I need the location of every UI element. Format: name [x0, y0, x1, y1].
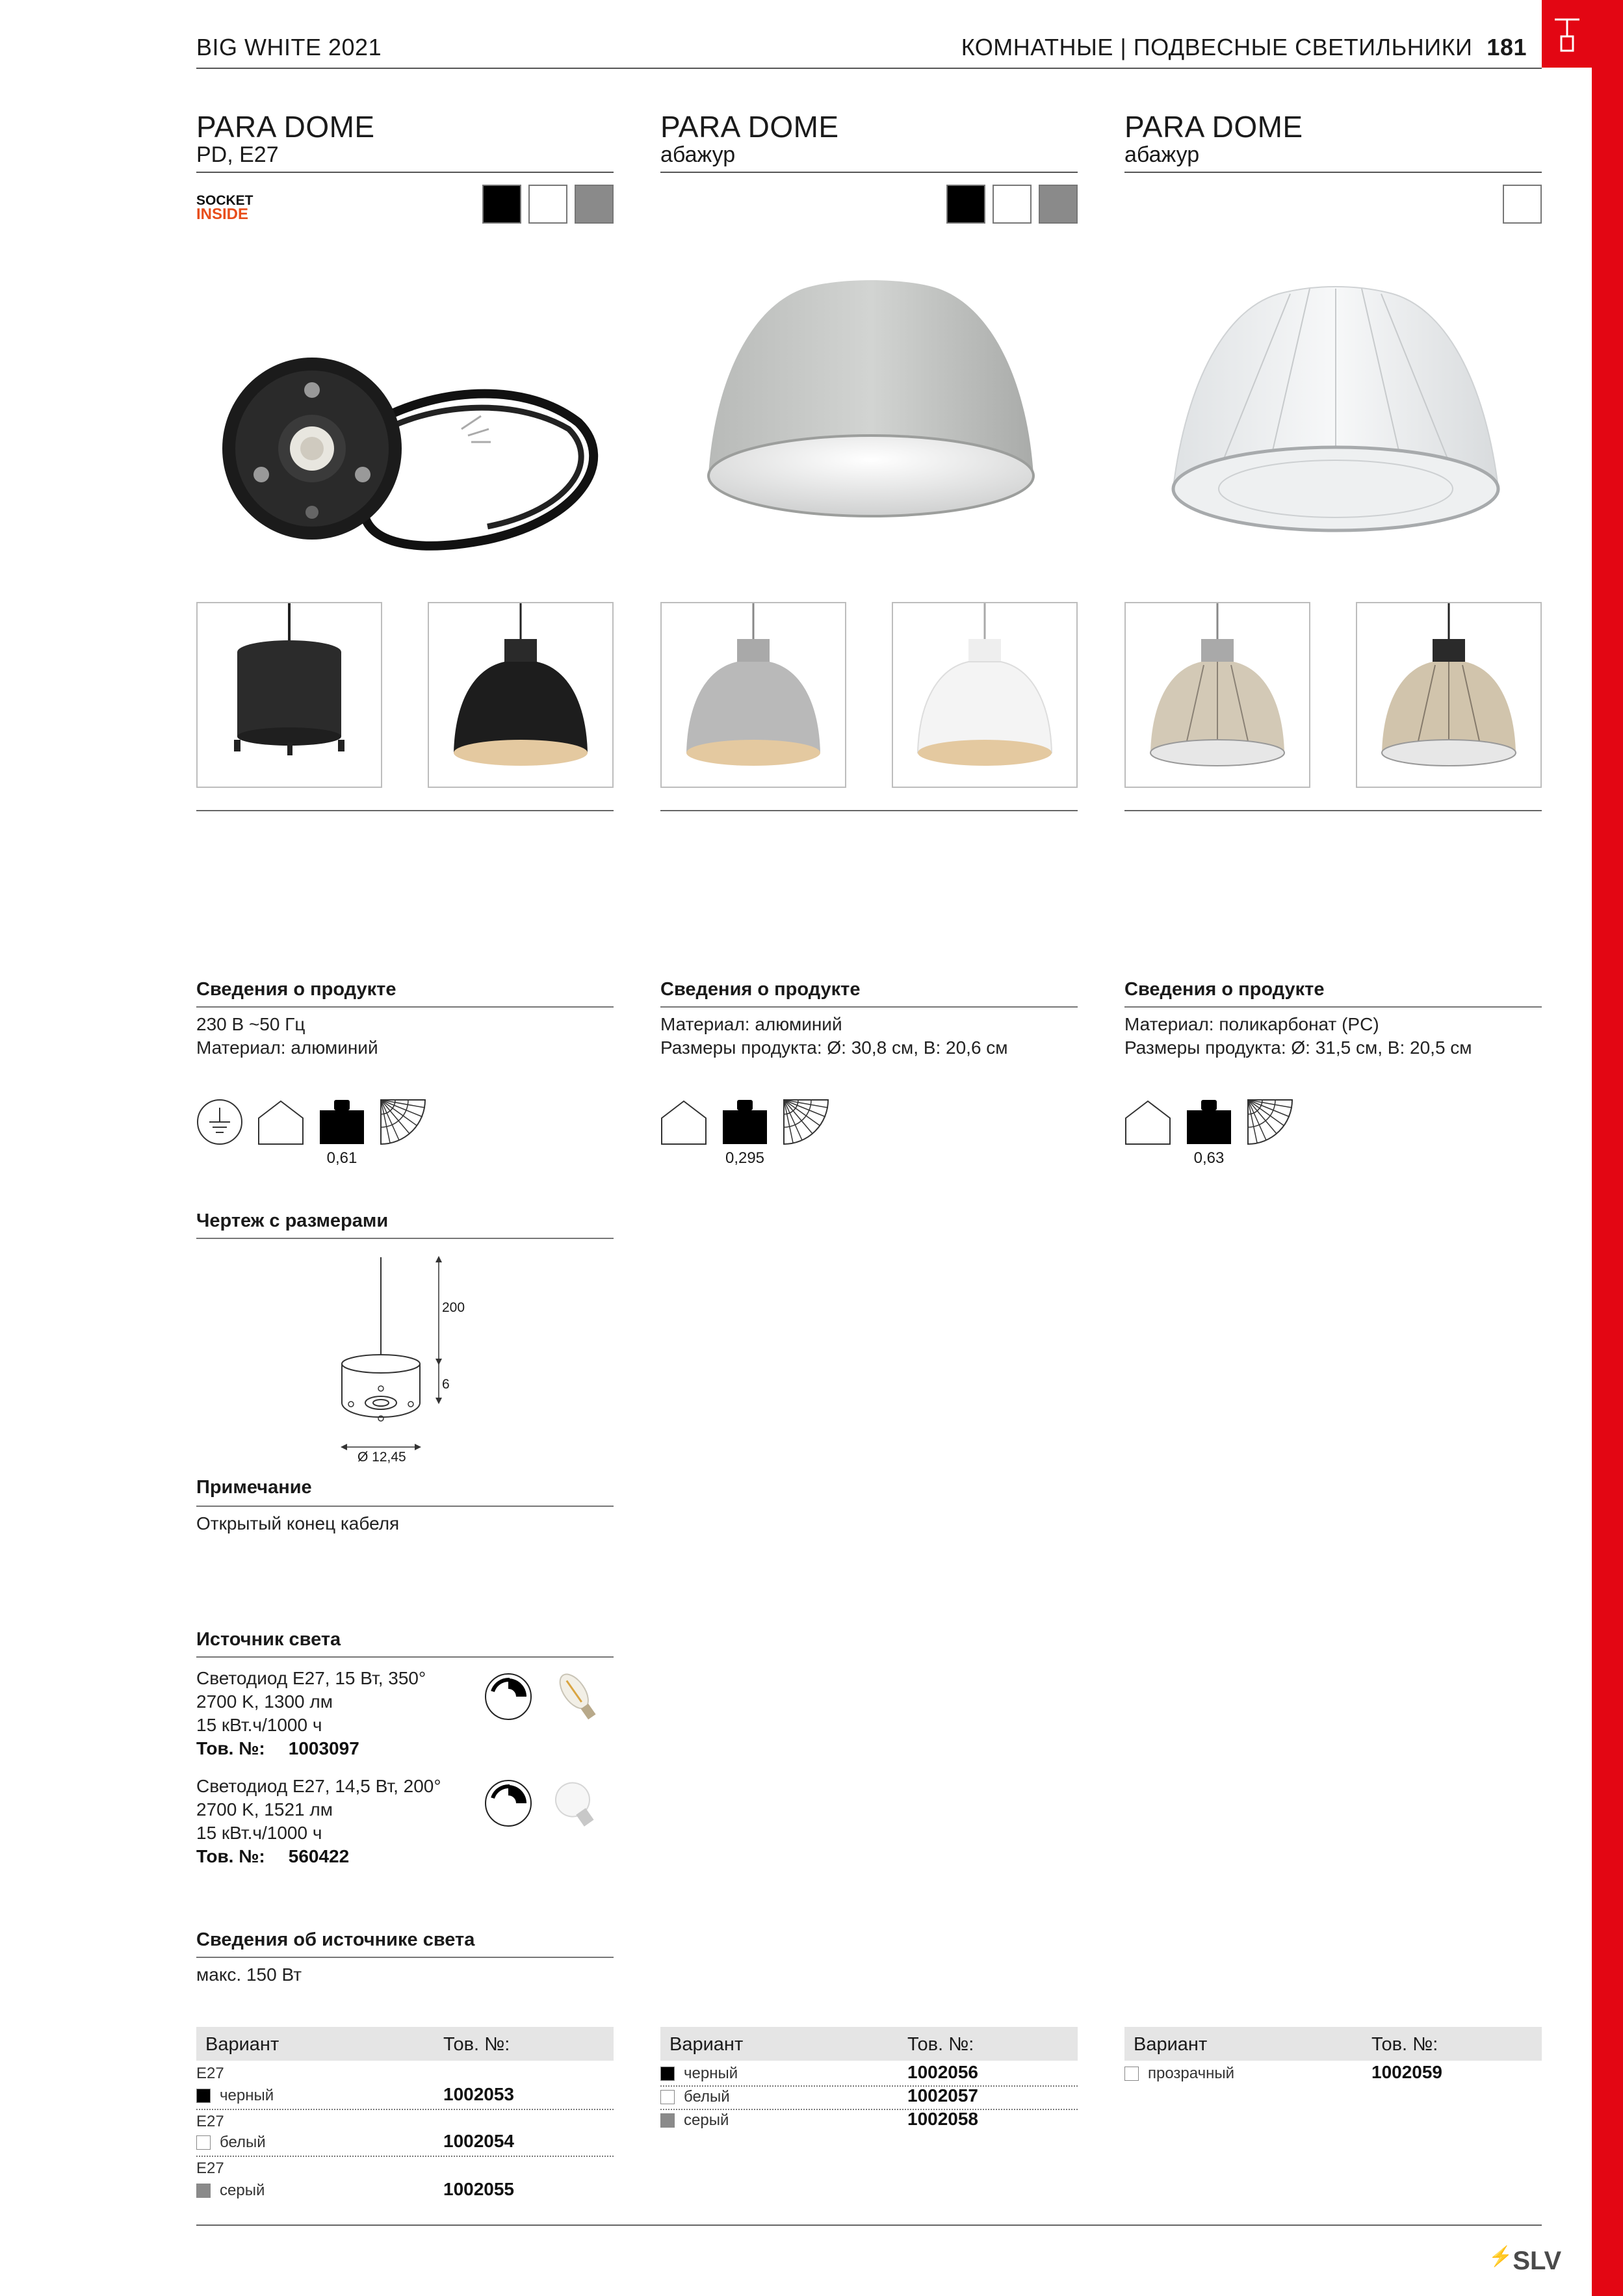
variant-row[interactable]: прозрачный	[1124, 2065, 1234, 2083]
article-number: 1002058	[907, 2109, 979, 2129]
variant-row[interactable]: черный	[196, 2087, 274, 2105]
thumbnail-clear-pendant-grey[interactable]	[1124, 602, 1310, 788]
variant-row[interactable]: белый	[196, 2133, 266, 2152]
product-info-text: Материал: алюминий Размеры продукта: Ø: 30,8 см, В: 20,6 см	[660, 1014, 1008, 1058]
variant-table-header: Вариант Тов. №:	[196, 2027, 614, 2061]
clear-pendant-thumbnail-image	[1126, 603, 1309, 787]
article-number: 1002053	[443, 2084, 515, 2104]
dimmable-icon	[484, 1672, 533, 1721]
footer-divider	[196, 2224, 1542, 2226]
weight-icon	[721, 1099, 768, 1145]
aluminium-shade-image	[702, 273, 1040, 533]
filament-bulb-icon	[542, 1664, 614, 1729]
article-number: 1002056	[907, 2062, 979, 2082]
thumbnail-socket[interactable]	[196, 602, 382, 788]
section-rule	[196, 1506, 614, 1507]
variant-row[interactable]: серый	[660, 2111, 729, 2130]
accent-sidebar	[1592, 0, 1623, 2296]
note-text: Открытый конец кабеля	[196, 1513, 400, 1533]
product-info-text: Материал: поликарбонат (PC) Размеры продукта: Ø: 31,5 см, В: 20,5 см	[1124, 1014, 1472, 1058]
weight-value: 0,295	[725, 1149, 765, 1167]
row-divider	[196, 2109, 614, 2110]
indoor-icon	[660, 1099, 707, 1145]
product-title: PARA DOME	[660, 110, 839, 144]
beam-icon	[380, 1099, 426, 1145]
socket-inside-badge: SOCKET INSIDE	[196, 193, 253, 223]
article-number: 1002057	[907, 2085, 979, 2106]
product-title: PARA DOME	[1124, 110, 1303, 144]
weight-icon	[1186, 1099, 1232, 1145]
light-source-info-title: Сведения об источнике света	[196, 1929, 475, 1950]
section-rule	[196, 1957, 614, 1958]
weight-value: 0,63	[1193, 1149, 1225, 1167]
variant-table-header: Вариант Тов. №:	[660, 2027, 1078, 2061]
article-number: 1002054	[443, 2131, 515, 2151]
indoor-icon	[1124, 1099, 1171, 1145]
product-info-title: Сведения о продукте	[1124, 979, 1325, 1000]
article-number: 1002059	[1371, 2062, 1443, 2082]
product-subtitle: абажур	[1124, 142, 1200, 167]
weight-icon	[318, 1099, 365, 1145]
article-number: 1002055	[443, 2179, 515, 2199]
dimmable-icon	[484, 1779, 533, 1828]
row-divider	[660, 2085, 1078, 2087]
title-divider	[660, 172, 1078, 173]
dimension-height: 6	[442, 1377, 450, 1392]
clear-pendant-black-thumbnail-image	[1357, 603, 1540, 787]
section-divider	[196, 810, 614, 811]
product-1-header	[196, 111, 614, 166]
title-divider	[1124, 172, 1542, 173]
variant-row[interactable]: белый	[660, 2088, 730, 2106]
variant-group: E27	[196, 2065, 224, 2082]
variant-row[interactable]: черный	[660, 2065, 738, 2083]
variant-group: E27	[196, 2113, 224, 2130]
weight-value: 0,61	[326, 1149, 357, 1167]
swatch-white[interactable]	[1503, 185, 1542, 224]
light-source-number: 1003097	[288, 1738, 359, 1758]
row-divider	[196, 2156, 614, 2157]
socket-product-image	[214, 351, 604, 572]
pendant-lamp-icon	[1553, 17, 1581, 56]
thumbnail-white-pendant[interactable]	[892, 602, 1078, 788]
swatch-black[interactable]	[482, 185, 521, 224]
swatch-grey[interactable]	[1039, 185, 1078, 224]
dimension-drawing	[325, 1248, 494, 1469]
product-subtitle: абажур	[660, 142, 736, 167]
swatch-black[interactable]	[946, 185, 985, 224]
note-title: Примечание	[196, 1477, 312, 1498]
section-rule	[660, 1006, 1078, 1008]
page-number: 181	[1487, 34, 1527, 60]
row-divider	[660, 2109, 1078, 2110]
swatch-white[interactable]	[528, 185, 567, 224]
product-info-title: Сведения о продукте	[660, 979, 861, 1000]
thumbnail-grey-pendant[interactable]	[660, 602, 846, 788]
title-divider	[196, 172, 614, 173]
grey-pendant-thumbnail-image	[662, 603, 845, 787]
swatch-grey[interactable]	[575, 185, 614, 224]
polycarbonate-shade-image	[1167, 280, 1505, 553]
light-source-2: Светодиод E27, 14,5 Вт, 200° 2700 K, 1521 лм 15 кВт.ч/1000 ч Тов. №: 560422	[196, 1776, 441, 1866]
header-divider	[196, 68, 1542, 69]
product-2-header	[660, 111, 1078, 166]
section-rule	[196, 1006, 614, 1008]
light-source-info-text: макс. 150 Вт	[196, 1964, 302, 1985]
variant-table-header: Вариант Тов. №:	[1124, 2027, 1542, 2061]
brand-logo: ⚡SLV	[1488, 2246, 1562, 2275]
product-subtitle: PD, E27	[196, 142, 279, 167]
led-bulb-icon	[542, 1775, 614, 1840]
thumbnail-clear-pendant-black[interactable]	[1356, 602, 1542, 788]
product-info-text: 230 В ~50 Гц Материал: алюминий	[196, 1014, 378, 1058]
socket-thumbnail-image	[198, 603, 381, 787]
white-pendant-thumbnail-image	[893, 603, 1076, 787]
section-rule	[1124, 1006, 1542, 1008]
product-info-title: Сведения о продукте	[196, 979, 396, 1000]
product-title: PARA DOME	[196, 110, 375, 144]
category-tab	[1542, 0, 1592, 68]
drawing-title: Чертеж с размерами	[196, 1210, 389, 1231]
light-source-number: 560422	[288, 1846, 350, 1866]
product-3-header	[1124, 111, 1542, 166]
light-source-1: Светодиод E27, 15 Вт, 350° 2700 K, 1300 лм 15 кВт.ч/1000 ч Тов. №: 1003097	[196, 1668, 426, 1758]
section-title: КОМНАТНЫЕ | ПОДВЕСНЫЕ СВЕТИЛЬНИКИ 181	[961, 34, 1527, 60]
black-pendant-thumbnail-image	[429, 603, 612, 787]
light-source-title: Источник света	[196, 1629, 341, 1650]
thumbnail-black-pendant[interactable]	[428, 602, 614, 788]
earth-icon	[196, 1099, 243, 1145]
section-rule	[196, 1656, 614, 1658]
section-divider	[1124, 810, 1542, 811]
variant-row[interactable]: серый	[196, 2182, 265, 2200]
section-divider	[660, 810, 1078, 811]
beam-icon	[783, 1099, 829, 1145]
dimension-cable: 200	[442, 1300, 465, 1315]
swatch-white[interactable]	[993, 185, 1032, 224]
variant-group: E27	[196, 2159, 224, 2177]
dimension-diameter: Ø 12,45	[357, 1450, 406, 1465]
section-rule	[196, 1238, 614, 1239]
catalog-name: BIG WHITE 2021	[196, 34, 382, 60]
indoor-icon	[257, 1099, 304, 1145]
beam-icon	[1247, 1099, 1293, 1145]
